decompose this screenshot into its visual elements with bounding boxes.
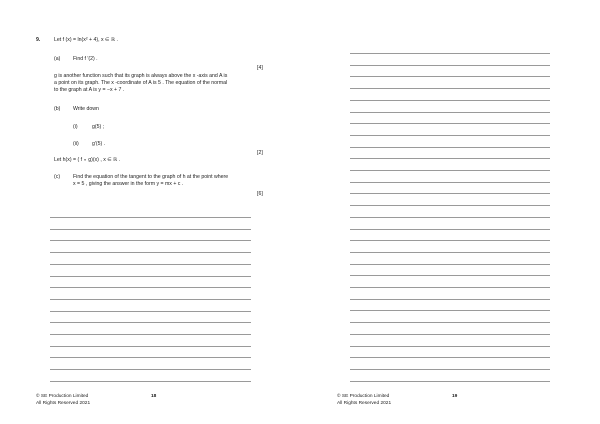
part-c-marks: [6] xyxy=(257,191,263,197)
answer-line[interactable] xyxy=(50,357,251,358)
answer-line[interactable] xyxy=(50,311,251,312)
answer-line[interactable] xyxy=(350,217,550,218)
answer-line[interactable] xyxy=(50,229,251,230)
right-footer-rights: All Rights Reserved 2021 xyxy=(337,401,392,406)
answer-line[interactable] xyxy=(350,193,550,194)
answer-line[interactable] xyxy=(350,369,550,370)
answer-line[interactable] xyxy=(350,346,550,347)
answer-line[interactable] xyxy=(350,100,550,101)
answer-line[interactable] xyxy=(350,147,550,148)
answer-line[interactable] xyxy=(350,205,550,206)
answer-line[interactable] xyxy=(50,264,251,265)
question-number: 9. xyxy=(36,37,41,43)
part-b-text: Write down xyxy=(73,106,99,112)
part-c-text-line-1: Find the equation of the tangent to the graph of h at the point where xyxy=(73,174,229,180)
part-c-text-line-2: x = 5 , giving the answer in the form y = mx + c . xyxy=(73,181,184,187)
part-b-marks: [2] xyxy=(257,150,263,156)
answer-line[interactable] xyxy=(350,135,550,136)
part-b-label: (b) xyxy=(54,106,61,112)
answer-line[interactable] xyxy=(350,170,550,171)
answer-line[interactable] xyxy=(50,369,251,370)
part-a-label: (a) xyxy=(54,56,61,62)
answer-line[interactable] xyxy=(350,310,550,311)
answer-line[interactable] xyxy=(350,381,550,382)
h-definition: Let h(x) = ( f ∘ g)(x) , x ∈ ℝ . xyxy=(54,157,121,163)
answer-line[interactable] xyxy=(350,275,550,276)
answer-line[interactable] xyxy=(350,322,550,323)
part-a-marks: [4] xyxy=(257,65,263,71)
right-page-number: 19 xyxy=(452,394,458,399)
answer-line[interactable] xyxy=(50,240,251,241)
question-intro: Let f (x) = ln(x² + 4), x ∈ ℝ . xyxy=(54,37,118,43)
answer-line[interactable] xyxy=(50,299,251,300)
answer-line[interactable] xyxy=(50,276,251,277)
answer-line[interactable] xyxy=(350,112,550,113)
answer-line[interactable] xyxy=(50,381,251,382)
answer-line[interactable] xyxy=(350,240,550,241)
answer-line[interactable] xyxy=(350,123,550,124)
answer-line[interactable] xyxy=(50,322,251,323)
answer-line[interactable] xyxy=(50,346,251,347)
part-c-label: (c) xyxy=(54,174,61,180)
answer-line[interactable] xyxy=(350,229,550,230)
answer-line[interactable] xyxy=(50,334,251,335)
answer-line[interactable] xyxy=(350,264,550,265)
answer-line[interactable] xyxy=(350,252,550,253)
right-footer-publisher: © SE Production Limited xyxy=(337,394,390,399)
answer-line[interactable] xyxy=(350,287,550,288)
answer-line[interactable] xyxy=(350,334,550,335)
answer-line[interactable] xyxy=(350,158,550,159)
answer-line[interactable] xyxy=(350,299,550,300)
left-footer-publisher: © SE Production Limited xyxy=(36,394,89,399)
left-page-number: 18 xyxy=(151,394,157,399)
answer-line[interactable] xyxy=(350,182,550,183)
part-b-i-label: (i) xyxy=(73,124,78,130)
part-b-ii-text: g′(5) . xyxy=(92,141,106,147)
answer-line[interactable] xyxy=(50,252,251,253)
g-paragraph-line-3: to the graph at A is y = −x + 7 . xyxy=(54,87,125,93)
left-footer-rights: All Rights Reserved 2021 xyxy=(36,401,91,406)
answer-line[interactable] xyxy=(50,287,251,288)
answer-line[interactable] xyxy=(350,53,550,54)
part-a-text: Find f ′(2) . xyxy=(73,56,98,62)
answer-line[interactable] xyxy=(350,76,550,77)
answer-line[interactable] xyxy=(350,88,550,89)
part-b-i-text: g(5) ; xyxy=(92,124,105,130)
answer-line[interactable] xyxy=(350,65,550,66)
g-paragraph-line-2: a point on its graph. The x -coordinate of A is 5 . The equation of the normal xyxy=(54,80,228,86)
g-paragraph-line-1: g is another function such that its graph is always above the x -axis and A is xyxy=(54,73,228,79)
part-b-ii-label: (ii) xyxy=(73,141,79,147)
answer-line[interactable] xyxy=(50,217,251,218)
answer-line[interactable] xyxy=(350,357,550,358)
